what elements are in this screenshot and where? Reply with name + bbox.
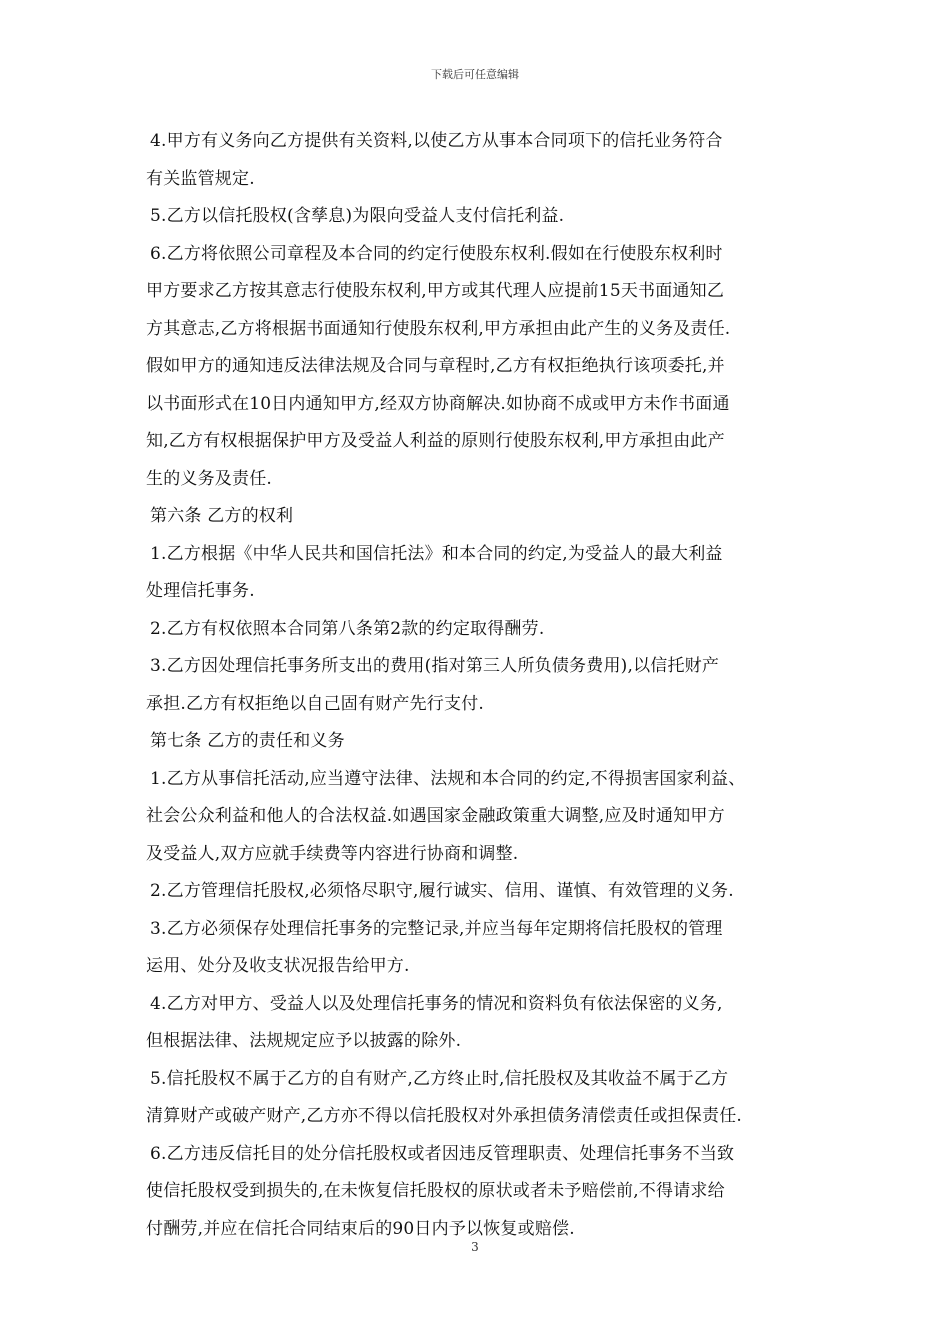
text-line: 付酬劳,并应在信托合同结束后的90日内予以恢复或赔偿. [146, 1218, 575, 1239]
text-line: 4.甲方有义务向乙方提供有关资料,以使乙方从事本合同项下的信托业务符合 [150, 131, 723, 151]
text-line: 清算财产或破产财产,乙方亦不得以信托股权对外承担债务清偿责任或担保责任. [146, 1106, 743, 1126]
text-line: 5.乙方以信托股权(含孳息)为限向受益人支付信托利益. [150, 206, 565, 226]
text-line: 2.乙方有权依照本合同第八条第2款的约定取得酬劳. [150, 618, 545, 639]
text-line: 4.乙方对甲方、受益人以及处理信托事务的情况和资料负有依法保密的义务, [150, 993, 723, 1014]
text-line: 社会公众利益和他人的合法权益.如遇国家金融政策重大调整,应及时通知甲方 [146, 806, 725, 826]
text-line: 3.乙方必须保存处理信托事务的完整记录,并应当每年定期将信托股权的管理 [150, 918, 723, 939]
page-header: 下载后可任意编辑 [431, 68, 519, 81]
text-line: 使信托股权受到损失的,在未恢复信托股权的原状或者未予赔偿前,不得请求给 [146, 1181, 725, 1201]
text-line: 6.乙方将依照公司章程及本合同的约定行使股东权利.假如在行使股东权利时 [150, 243, 723, 264]
text-line: 生的义务及责任. [146, 468, 273, 489]
text-line: 运用、处分及收支状况报告给甲方. [146, 956, 410, 976]
text-line: 3.乙方因处理信托事务所支出的费用(指对第三人所负债务费用),以信托财产 [150, 656, 720, 676]
text-line: 1.乙方从事信托活动,应当遵守法律、法规和本合同的约定,不得损害国家利益、 [150, 768, 746, 789]
document-body [146, 123, 826, 1248]
text-line: 及受益人,双方应就手续费等内容进行协商和调整. [146, 843, 519, 864]
text-line: 5.信托股权不属于乙方的自有财产,乙方终止时,信托股权及其收益不属于乙方 [150, 1068, 729, 1089]
text-line: 6.乙方违反信托目的处分信托股权或者因违反管理职责、处理信托事务不当致 [150, 1143, 735, 1164]
text-line: 2.乙方管理信托股权,必须恪尽职守,履行诚实、信用、谨慎、有效管理的义务. [150, 881, 734, 901]
text-line: 承担.乙方有权拒绝以自己固有财产先行支付. [146, 693, 485, 714]
text-line: 甲方要求乙方按其意志行使股东权利,甲方或其代理人应提前15天书面通知乙 [146, 281, 725, 301]
text-line: 方其意志,乙方将根据书面通知行使股东权利,甲方承担由此产生的义务及责任. [146, 318, 731, 339]
text-line: 有关监管规定. [146, 168, 255, 189]
text-line: 第七条 乙方的责任和义务 [150, 731, 345, 751]
text-line: 处理信托事务. [146, 581, 255, 601]
page-number: 3 [471, 1240, 479, 1254]
text-line: 1.乙方根据《中华人民共和国信托法》和本合同的约定,为受益人的最大利益 [150, 543, 723, 564]
text-line: 第六条 乙方的权利 [150, 506, 294, 526]
text-line: 但根据法律、法规规定应予以披露的除外. [146, 1031, 462, 1051]
text-line: 知,乙方有权根据保护甲方及受益人利益的原则行使股东权利,甲方承担由此产 [146, 431, 725, 451]
text-line: 以书面形式在10日内通知甲方,经双方协商解决.如协商不成或甲方未作书面通 [146, 393, 730, 414]
text-line: 假如甲方的通知违反法律法规及合同与章程时,乙方有权拒绝执行该项委托,并 [146, 356, 725, 376]
